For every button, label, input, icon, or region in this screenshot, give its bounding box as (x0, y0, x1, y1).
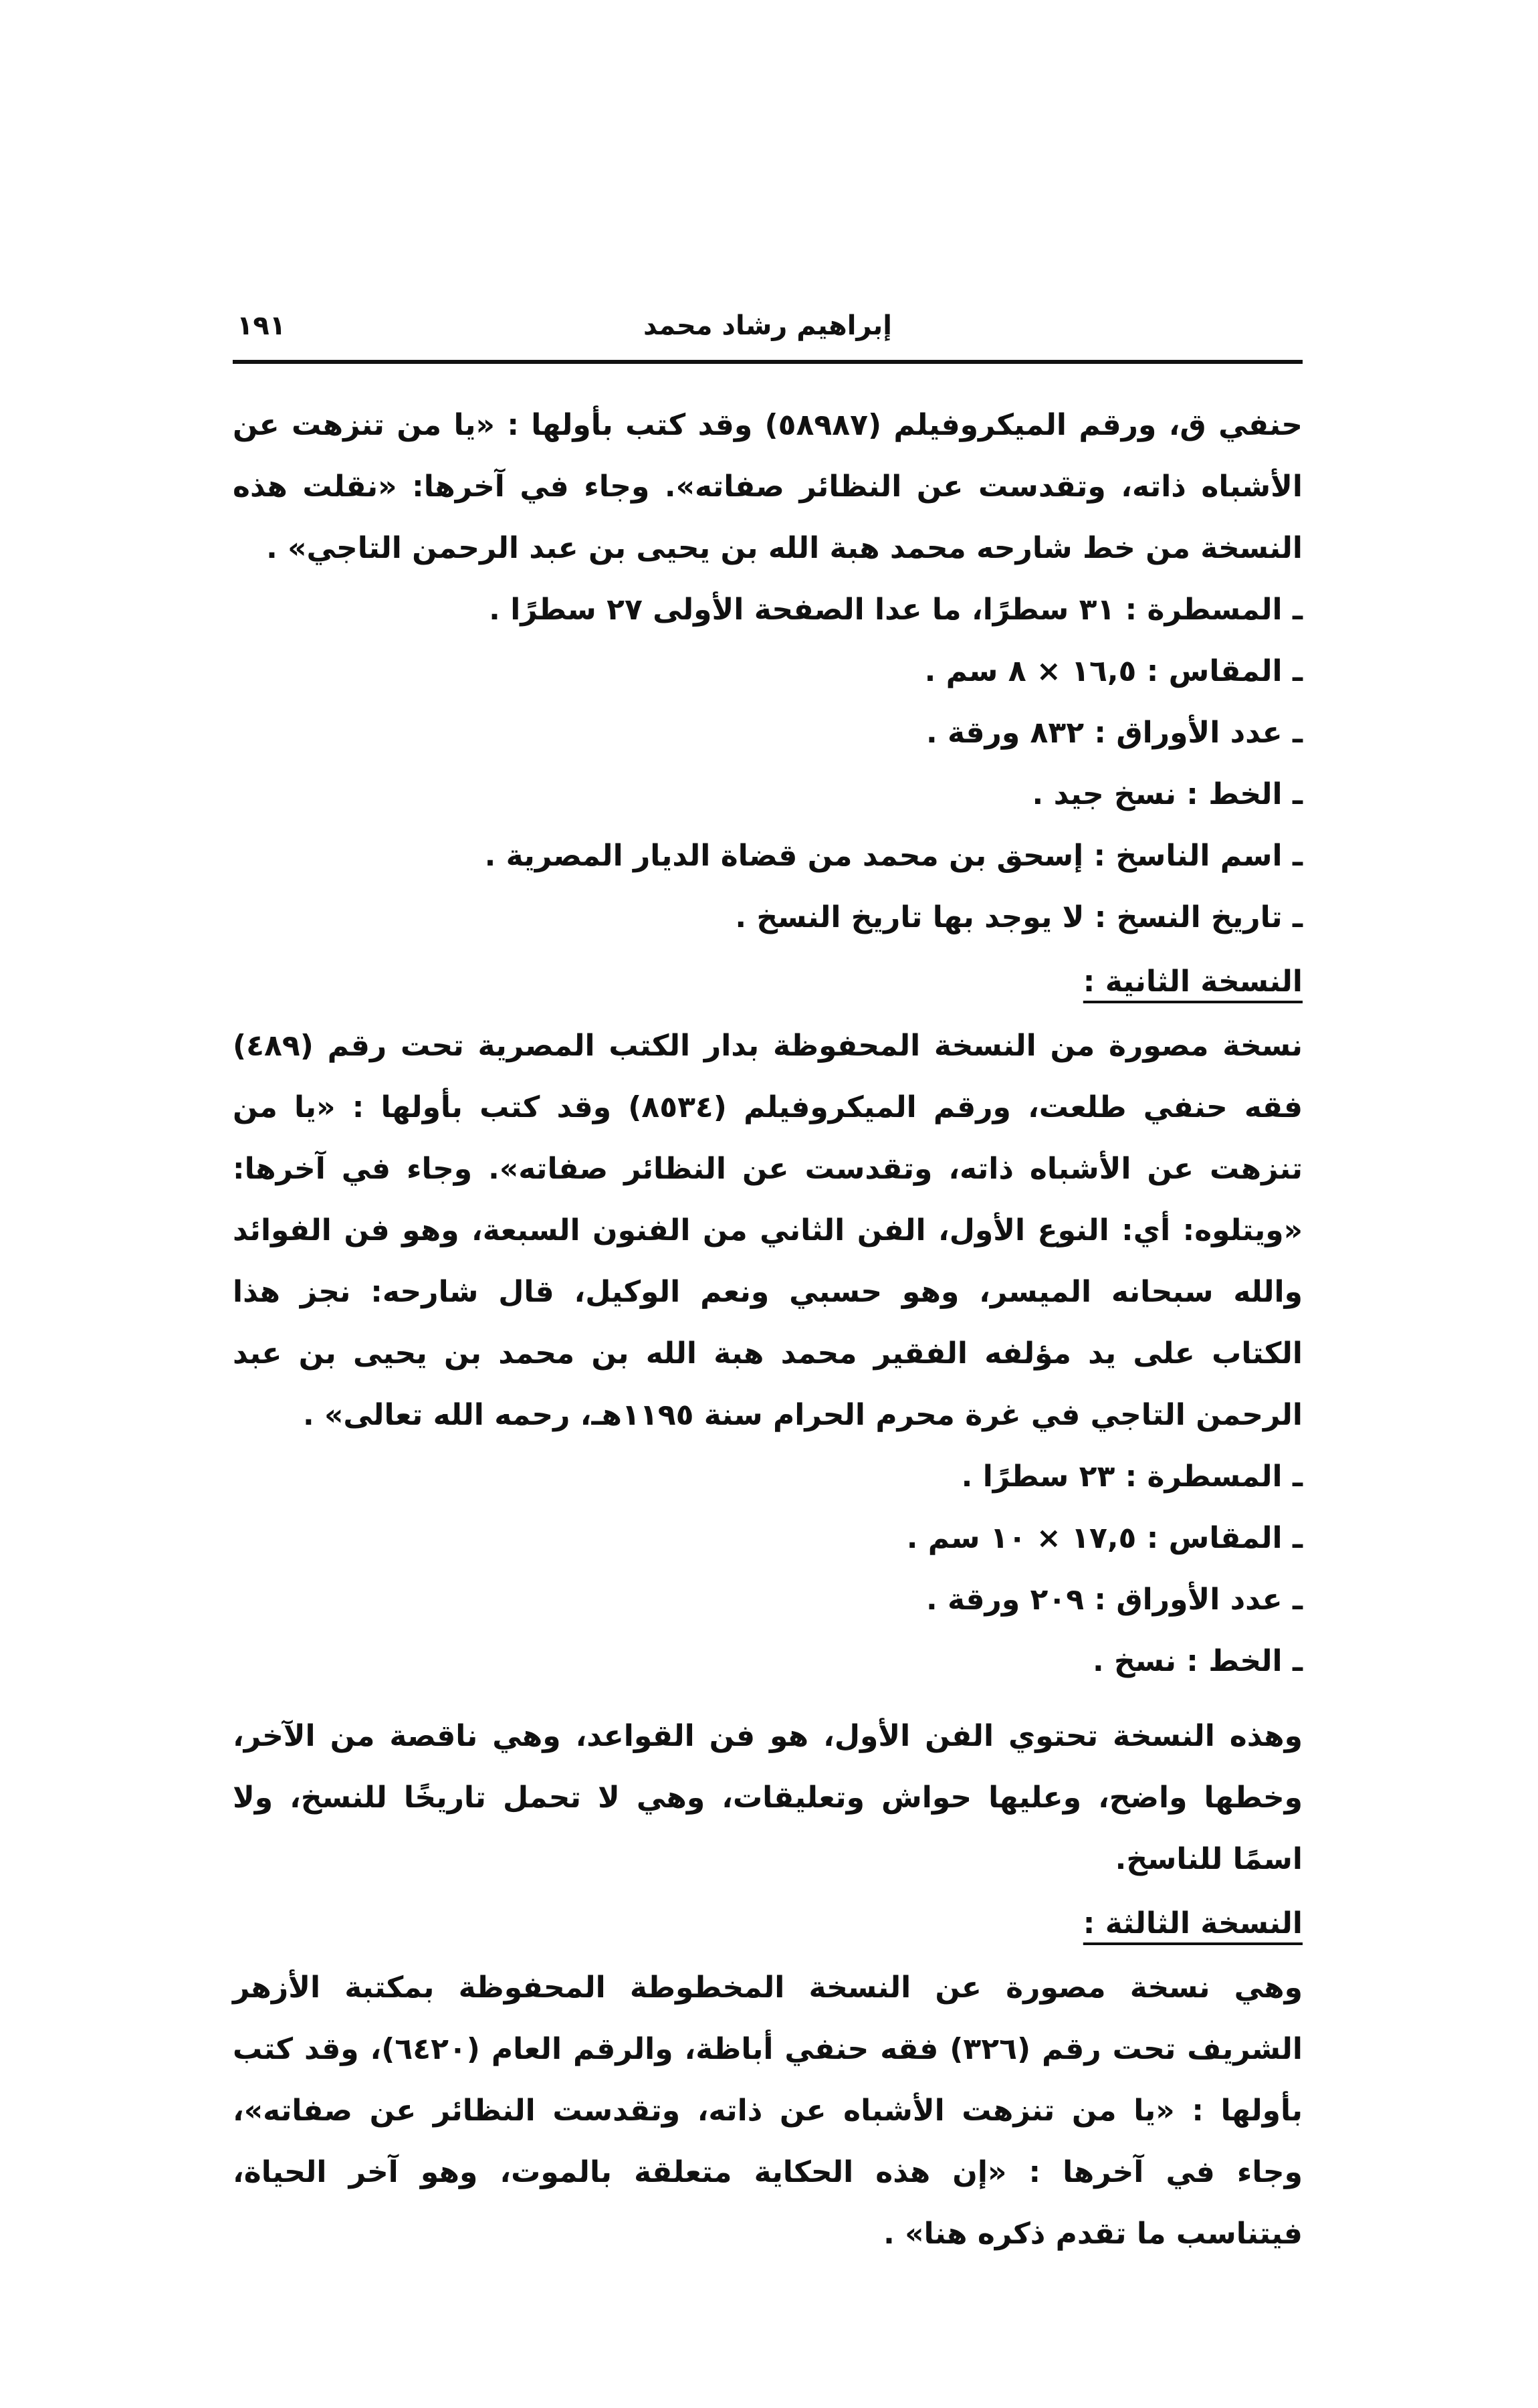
detail-copy-date: ـ تاريخ النسخ : لا يوجد بها تاريخ النسخ . (735, 900, 1303, 934)
third-copy-paragraph: وهي نسخة مصورة عن النسخة المخطوطة المحفوظة بمكتبة الأزهر الشريف تحت رقم (٣٢٦) فقه حنفي أباظة، والرقم العام (٦٤٢٠)، وقد كتب بأولها : «يا من تنزهت الأشباه عن ذاته، وتقدست النظائر عن صفاته»، وجاء في آخرها : «إن هذه الحكاية متعلقة بالموت، وهو آخر الحياة، فيتناسب ما تقدم ذكره هنا» . (233, 1971, 1303, 2251)
running-title: إبراهيم رشاد محمد (643, 310, 893, 341)
page-header (233, 306, 1303, 364)
detail-copyist: ـ اسم الناسخ : إسحق بن محمد من قضاة الديار المصرية . (484, 839, 1303, 873)
spacer (233, 1692, 1303, 1706)
second-copy-details (233, 1446, 1303, 1692)
page-body (233, 395, 1303, 2265)
page-number: ١٩١ (237, 310, 286, 341)
detail-size: ـ المقاس : ١٦,٥ × ٨ سم . (924, 654, 1303, 688)
second-copy-paragraph: نسخة مصورة من النسخة المحفوظة بدار الكتب المصرية تحت رقم (٤٨٩) فقه حنفي طلعت، ورقم الميكروفيلم (٨٥٣٤) وقد كتب بأولها : «يا من تنزهت عن الأشباه ذاته، وتقدست عن النظائر صفاته». وجاء في آخرها: «ويتلوه: أي: النوع الأول، الفن الثاني من الفنون السبعة، وهو فن الفوائد والله سبحانه الميسر، وهو حسبي ونعم الوكيل، قال شارحه: نجز هذا الكتاب على يد مؤلفه الفقير محمد هبة الله بن محمد بن يحيى بن عبد الرحمن التاجي في غرة محرم الحرام سنة ١١٩٥هـ، رحمه الله تعالى» . (233, 1029, 1303, 1432)
second-copy-heading-row (233, 948, 1303, 1015)
detail-ruling: ـ المسطرة : ٣١ سطرًا، ما عدا الصفحة الأولى ٢٧ سطرًا . (489, 593, 1303, 627)
detail-leaves: ـ عدد الأوراق : ٨٣٢ ورقة . (925, 716, 1303, 750)
third-copy-heading: النسخة الثالثة : (1083, 1906, 1303, 1940)
detail-size: ـ المقاس : ١٧,٥ × ١٠ سم . (906, 1521, 1303, 1555)
second-copy-closing-paragraph: وهذه النسخة تحتوي الفن الأول، هو فن القواعد، وهي ناقصة من الآخر، وخطها واضح، وعليها حواش وتعليقات، وهي لا تحمل تاريخًا للنسخ، ولا اسمًا للناسخ. (233, 1719, 1303, 1876)
detail-leaves: ـ عدد الأوراق : ٢٠٩ ورقة . (925, 1583, 1303, 1617)
detail-ruling: ـ المسطرة : ٢٣ سطرًا . (961, 1460, 1303, 1494)
detail-script: ـ الخط : نسخ جيد . (1032, 777, 1303, 811)
second-copy-heading: النسخة الثانية : (1083, 965, 1303, 999)
third-copy-heading-row (233, 1890, 1303, 1957)
detail-script: ـ الخط : نسخ . (1092, 1644, 1303, 1678)
intro-paragraph: حنفي ق، ورقم الميكروفيلم (٥٨٩٨٧) وقد كتب بأولها : «يا من تنزهت عن الأشباه ذاته، وتقدست عن النظائر صفاته». وجاء في آخرها: «نقلت هذه النسخة من خط شارحه محمد هبة الله بن يحيى بن عبد الرحمن التاجي» . (233, 408, 1303, 565)
first-copy-details (233, 579, 1303, 948)
